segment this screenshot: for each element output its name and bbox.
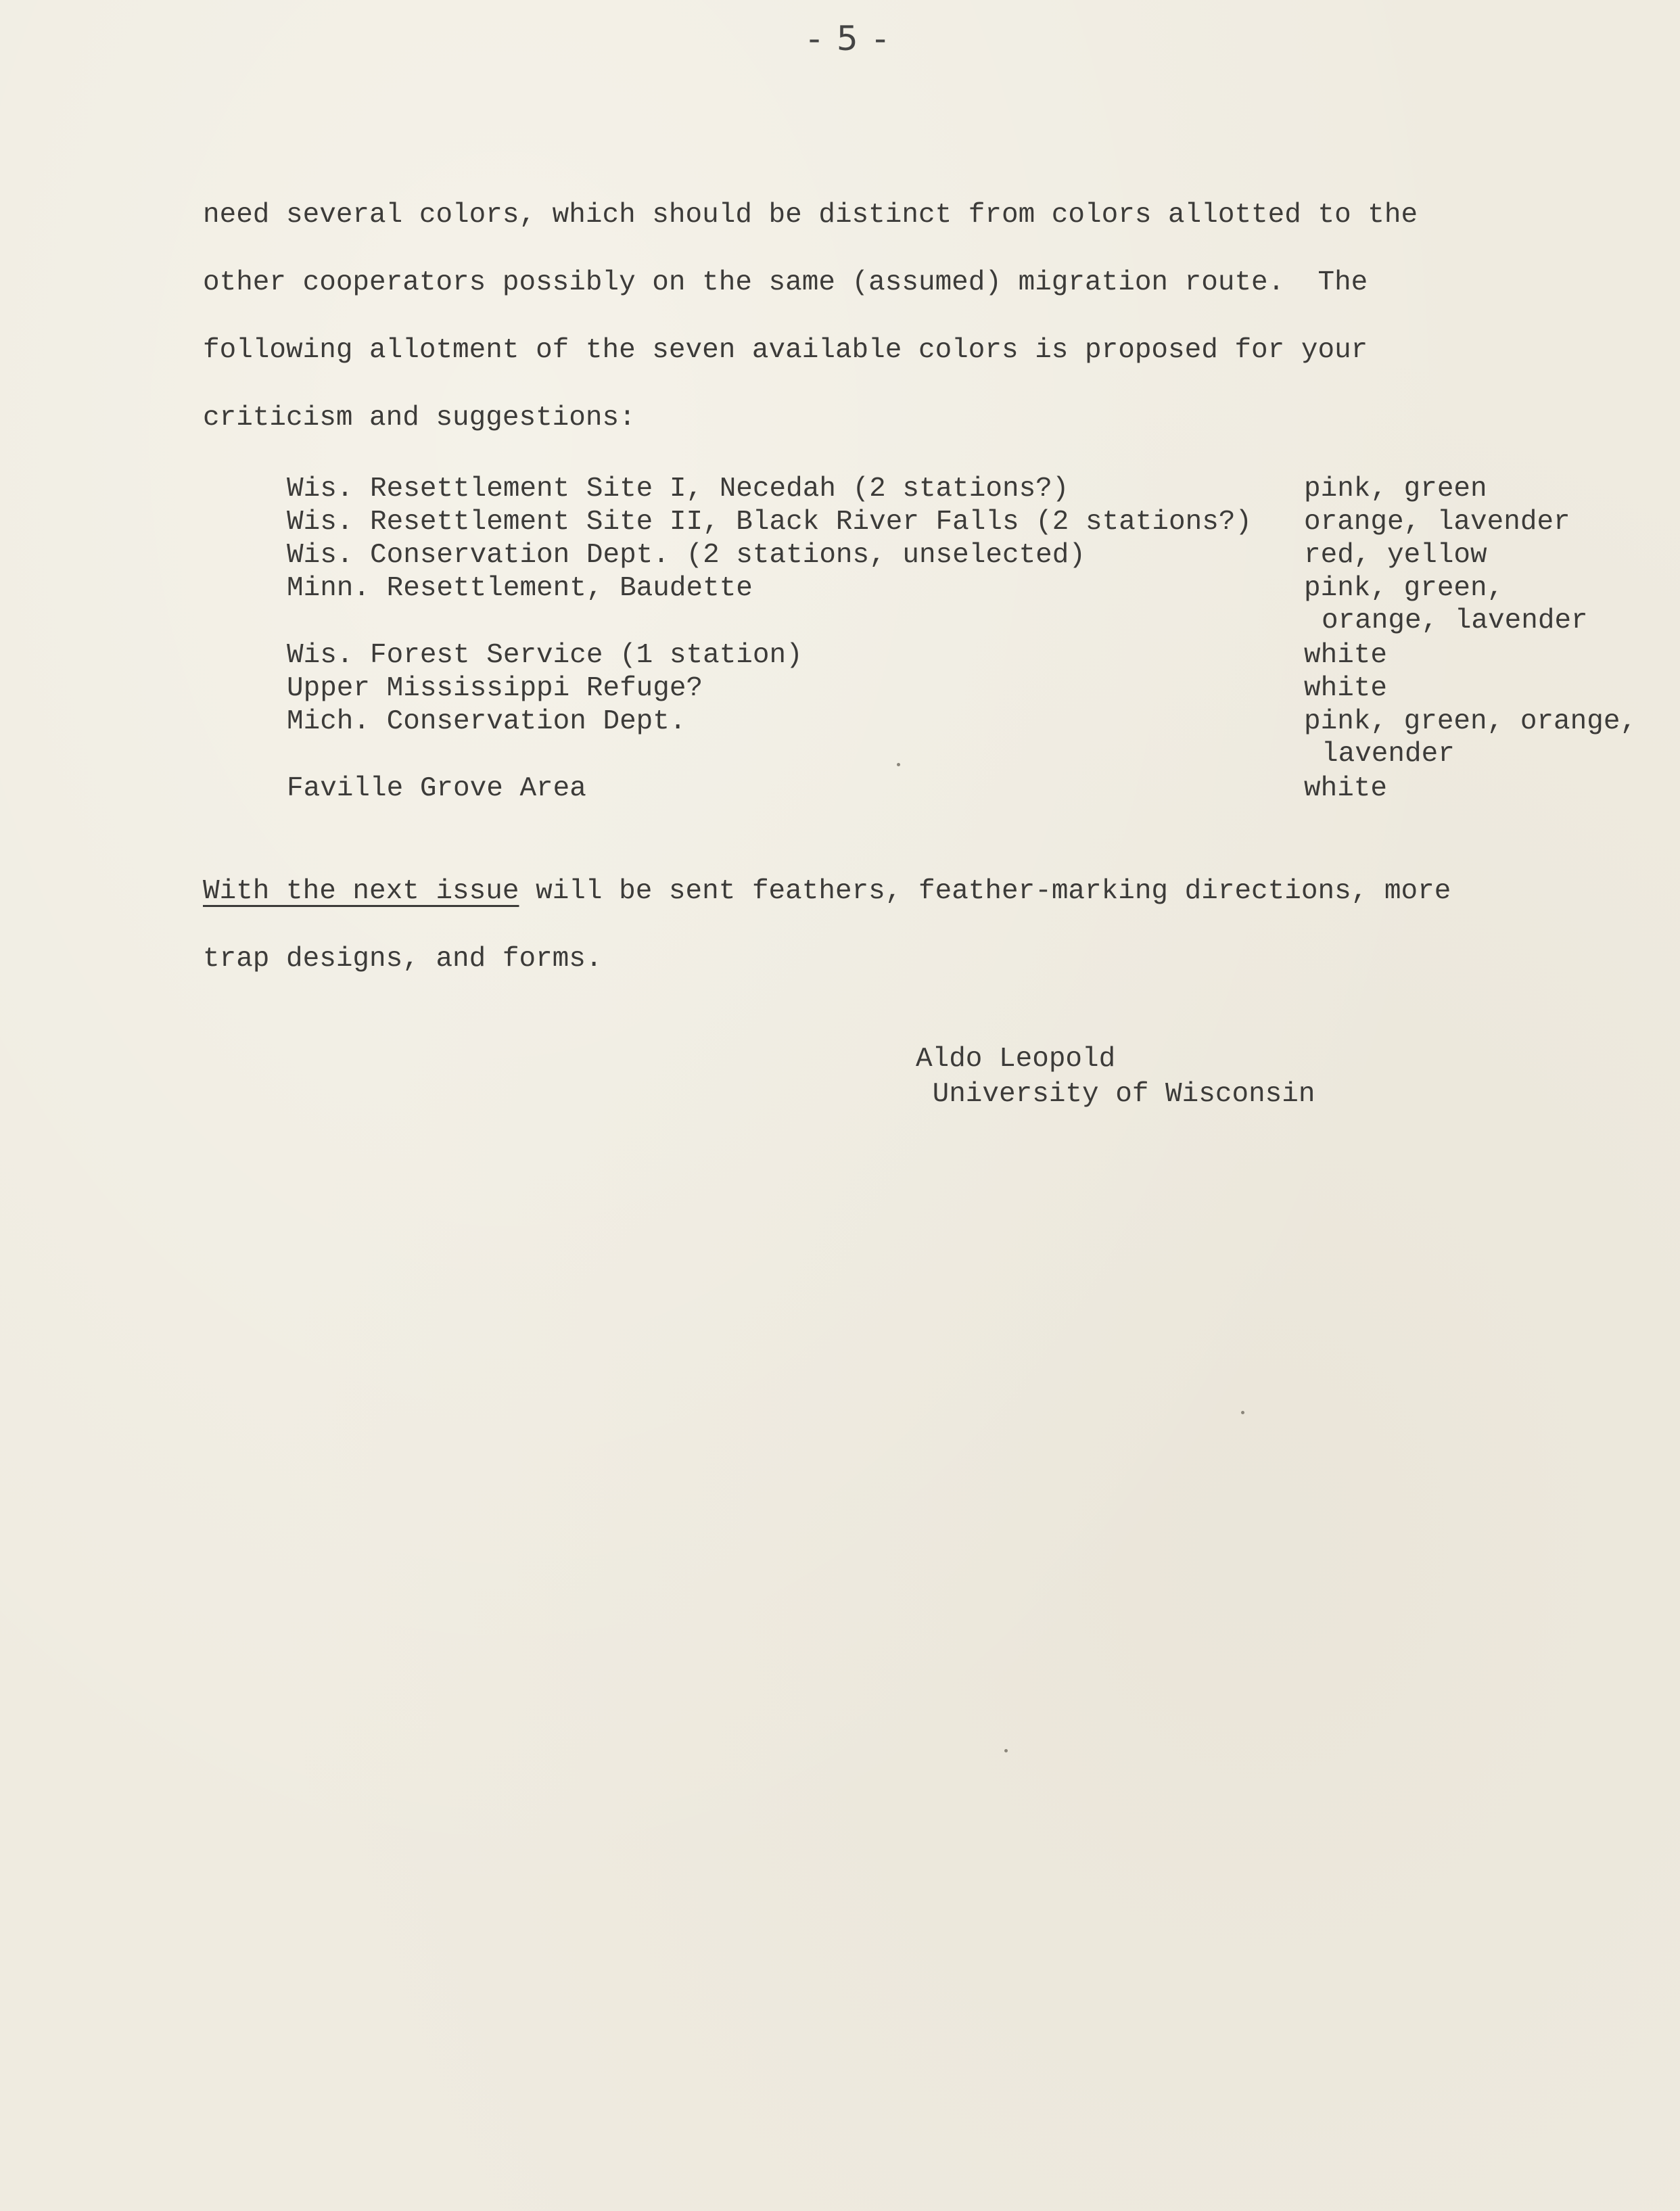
closing-line bbox=[203, 876, 1451, 907]
paper-speck bbox=[1004, 1749, 1008, 1752]
closing-line-rest: will be sent feathers, feather-marking directions, more bbox=[519, 876, 1451, 907]
allotment-colors: red, yellow bbox=[1304, 540, 1487, 571]
allotment-site: Wis. Resettlement Site II, Black River Falls (2 stations?) bbox=[287, 507, 1253, 538]
allotment-site: Minn. Resettlement, Baudette bbox=[287, 573, 753, 604]
paper-speck bbox=[1241, 1411, 1244, 1414]
allotment-site: Wis. Forest Service (1 station) bbox=[287, 640, 803, 671]
allotment-colors-continued: orange, lavender bbox=[1322, 605, 1588, 636]
signature-name: Aldo Leopold bbox=[916, 1044, 1116, 1075]
allotment-colors: white bbox=[1304, 640, 1388, 671]
allotment-colors: pink, green bbox=[1304, 473, 1487, 505]
allotment-colors: orange, lavender bbox=[1304, 507, 1570, 538]
allotment-colors: white bbox=[1304, 773, 1388, 804]
intro-line: need several colors, which should be distinct from colors allotted to the bbox=[203, 200, 1418, 231]
intro-line: other cooperators possibly on the same (assumed) migration route. The bbox=[203, 267, 1368, 298]
allotment-colors: white bbox=[1304, 673, 1388, 704]
closing-line: trap designs, and forms. bbox=[203, 944, 603, 975]
allotment-site: Wis. Resettlement Site I, Necedah (2 stations?) bbox=[287, 473, 1069, 505]
intro-line: criticism and suggestions: bbox=[203, 402, 636, 434]
allotment-site: Wis. Conservation Dept. (2 stations, unselected) bbox=[287, 540, 1086, 571]
allotment-colors: pink, green, bbox=[1304, 573, 1504, 604]
underlined-phrase: With the next issue bbox=[203, 876, 519, 907]
signature-affiliation: University of Wisconsin bbox=[916, 1079, 1315, 1110]
allotment-colors: pink, green, orange, bbox=[1304, 706, 1637, 737]
page-number: - 5 - bbox=[808, 19, 889, 58]
allotment-site: Mich. Conservation Dept. bbox=[287, 706, 686, 737]
allotment-colors-continued: lavender bbox=[1322, 739, 1455, 770]
allotment-site: Upper Mississippi Refuge? bbox=[287, 673, 703, 704]
paper-speck bbox=[897, 763, 900, 766]
intro-line: following allotment of the seven available colors is proposed for your bbox=[203, 335, 1368, 366]
allotment-site: Faville Grove Area bbox=[287, 773, 586, 804]
